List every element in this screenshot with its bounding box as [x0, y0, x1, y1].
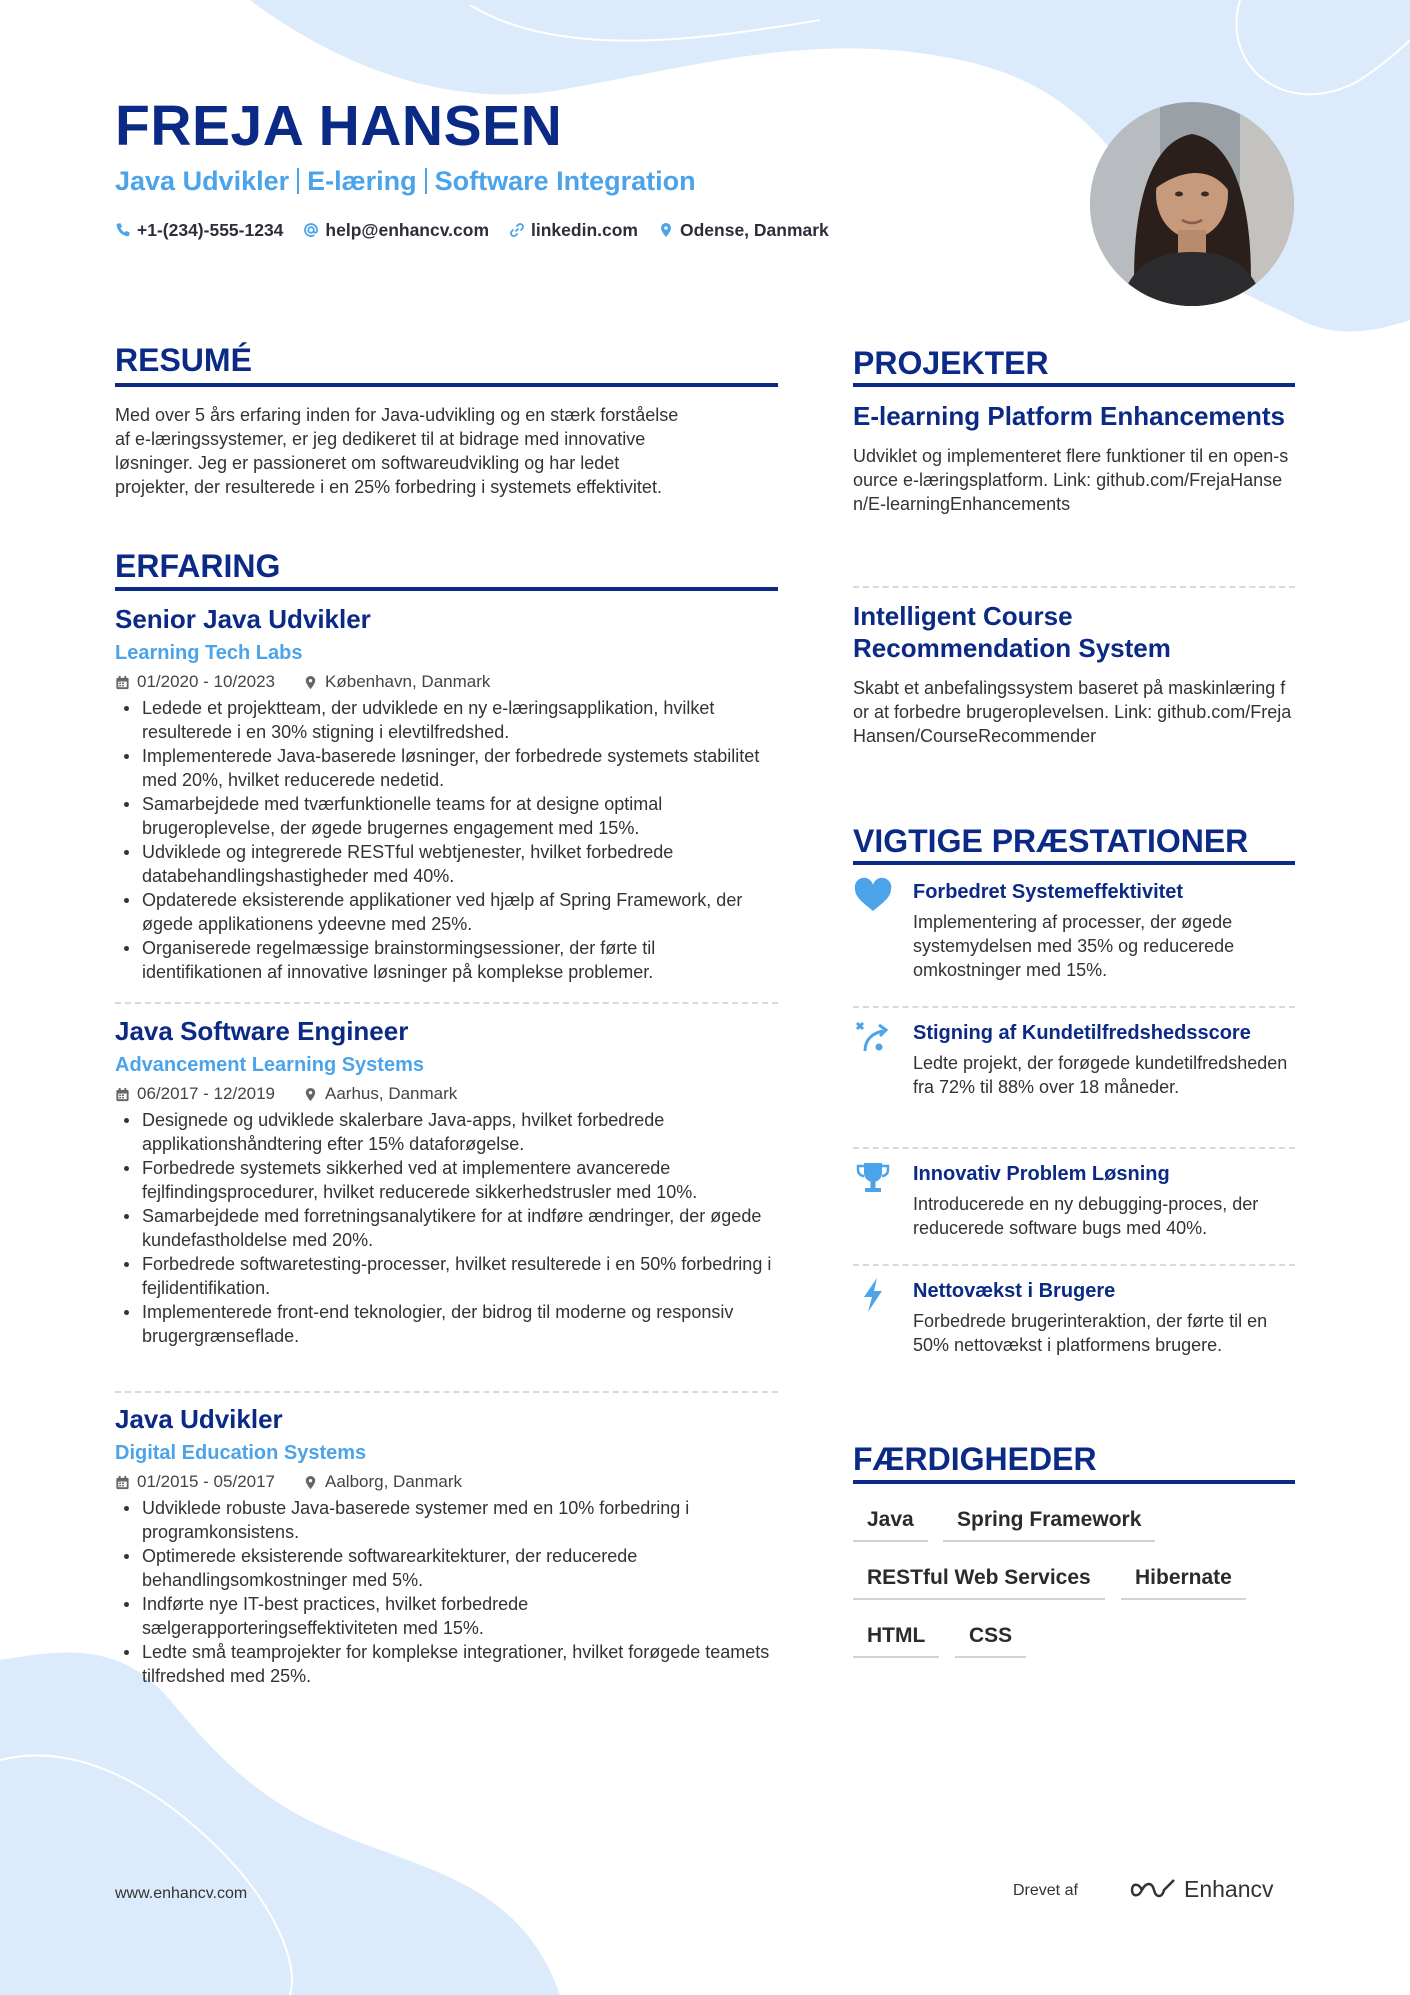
projects-heading: PROJEKTER	[853, 345, 1049, 381]
entry-divider	[853, 586, 1295, 588]
achievement-description: Implementering af processer, der øgede systemydelsen med 35% og reducerede omkostninger med 15%.	[913, 912, 1235, 980]
job-dates	[115, 671, 275, 693]
project-description: Skabt et anbefalingssystem baseret på maskinlæring for at forbedre brugeroplevelsen. Link: github.com/FrejaHansen/CourseRecommender	[853, 678, 1292, 746]
job-bullets	[115, 1496, 778, 1688]
achievement-description: Introducerede en ny debugging-proces, der reducerede software bugs med 40%.	[913, 1194, 1259, 1238]
email-address: help@enhancv.com	[325, 220, 490, 240]
job-bullets	[115, 696, 778, 984]
contact-email[interactable]	[303, 219, 489, 241]
job-location	[303, 1083, 457, 1105]
headline-separator	[297, 168, 299, 194]
heart-icon	[853, 876, 893, 916]
bullet-item: Ledede et projektteam, der udviklede en ny e-læringsapplikation, hvilket resulterede i en 30% stigning i elevtilfredshed.	[115, 696, 778, 744]
job-location	[303, 671, 490, 693]
skill-tag: Hibernate	[1121, 1556, 1246, 1600]
company-name: Advancement Learning Systems	[115, 1054, 424, 1076]
headline-specialty: Software Integration	[434, 166, 696, 196]
bullet-item: Opdaterede eksisterende applikationer ved hjælp af Spring Framework, der øgede applikationens ydeevne med 25%.	[115, 888, 778, 936]
location-text: Aalborg, Danmark	[325, 1472, 463, 1491]
job-title: Java Udvikler	[115, 1404, 283, 1434]
calendar-icon	[115, 1087, 130, 1102]
entry-divider	[853, 1264, 1295, 1266]
location-pin-icon	[303, 1087, 318, 1102]
bullet-item: Samarbejdede med tværfunktionelle teams for at designe optimal brugeroplevelse, der øgede brugernes engagement med 15%.	[115, 792, 778, 840]
enhancv-logo[interactable]	[1130, 1876, 1274, 1903]
location-pin-icon	[303, 1475, 318, 1490]
footer-powered-by: Drevet af	[1013, 1882, 1078, 1899]
experience-entry	[115, 604, 778, 984]
achievement-title: Forbedret Systemeffektivitet	[913, 881, 1184, 903]
calendar-icon	[115, 1475, 130, 1490]
strategy-icon	[853, 1017, 893, 1057]
entry-divider	[115, 1391, 778, 1393]
bullet-item: Udviklede og integrerede RESTful webtjenester, hvilket forbedrede databehandlingshastigheder med 40%.	[115, 840, 778, 888]
experience-heading: ERFARING	[115, 548, 281, 584]
bullet-item: Designede og udviklede skalerbare Java-apps, hvilket forbedrede applikationshåndtering efter 15% dataforøgelse.	[115, 1108, 778, 1156]
achievement-title: Nettovækst i Brugere	[913, 1280, 1116, 1302]
summary-heading: RESUMÉ	[115, 342, 252, 378]
job-title: Java Software Engineer	[115, 1016, 409, 1046]
linkedin-link: linkedin.com	[531, 220, 638, 240]
job-meta	[115, 671, 778, 693]
enhancv-logo-icon	[1130, 1878, 1176, 1902]
skill-tag: RESTful Web Services	[853, 1556, 1105, 1600]
location-text: Aarhus, Danmark	[325, 1084, 458, 1103]
contact-linkedin[interactable]	[509, 219, 638, 241]
location-text: Odense, Danmark	[679, 220, 829, 240]
profile-photo	[1090, 102, 1294, 306]
job-title: Senior Java Udvikler	[115, 604, 371, 634]
projects-rule	[853, 383, 1295, 387]
at-sign-icon	[303, 222, 319, 238]
bullet-item: Optimerede eksisterende softwarearkitekturer, der reducerede behandlingsomkostninger med 5%.	[115, 1544, 778, 1592]
skills-heading: FÆRDIGHEDER	[853, 1441, 1097, 1477]
candidate-name: FREJA HANSEN	[115, 94, 563, 158]
job-meta	[115, 1083, 778, 1105]
contact-phone[interactable]	[115, 219, 283, 241]
job-location	[303, 1471, 462, 1493]
job-meta	[115, 1471, 778, 1493]
link-icon	[509, 222, 525, 238]
phone-number: +1-(234)-555-1234	[137, 220, 284, 240]
summary-line: løsninger. Jeg er passioneret om softwareudvikling og har ledet	[115, 453, 620, 473]
lightning-icon	[853, 1275, 893, 1315]
bullet-item: Udviklede robuste Java-baserede systemer med en 10% forbedring i programkonsistens.	[115, 1496, 778, 1544]
dates-text: 01/2020 - 10/2023	[137, 672, 276, 691]
project-title: E-learning Platform Enhancements	[853, 401, 1285, 431]
enhancv-brand: Enhancv	[1184, 1876, 1274, 1902]
bullet-item: Forbedrede softwaretesting-processer, hvilket resulterede i en 50% forbedring i fejlidentifikation.	[115, 1252, 778, 1300]
entry-divider	[115, 1002, 778, 1004]
bullet-item: Organiserede regelmæssige brainstormingsessioner, der førte til identifikationen af innovative løsninger på komplekse problemer.	[115, 936, 778, 984]
contact-bar	[115, 219, 829, 241]
calendar-icon	[115, 675, 130, 690]
experience-rule	[115, 587, 778, 591]
headline	[115, 168, 696, 195]
skill-tag: Spring Framework	[943, 1498, 1155, 1542]
summary-line: af e-læringssystemer, er jeg dedikeret til at bidrage med innovative	[115, 429, 646, 449]
bullet-item: Implementerede front-end teknologier, der bidrog til moderne og responsiv brugergrænseflade.	[115, 1300, 778, 1348]
achievement-description: Ledte projekt, der forøgede kundetilfredsheden fra 72% til 88% over 18 måneder.	[913, 1053, 1288, 1097]
experience-entry	[115, 1016, 778, 1348]
achievements-heading: VIGTIGE PRÆSTATIONER	[853, 823, 1249, 859]
bullet-item: Implementerede Java-baserede løsninger, der forbedrede systemets stabilitet med 20%, hvilket reducerede nedetid.	[115, 744, 778, 792]
headline-field: E-læring	[307, 166, 417, 196]
experience-entry	[115, 1404, 778, 1688]
summary-line: Med over 5 års erfaring inden for Java-udvikling og en stærk forståelse	[115, 405, 679, 425]
project-entry	[853, 400, 1295, 516]
trophy-icon	[853, 1158, 893, 1198]
project-description: Udviklet og implementeret flere funktioner til en open-source e-læringsplatform. Link: github.com/FrejaHansen/E-learningEnhancements	[853, 446, 1289, 514]
location-pin-icon	[658, 222, 674, 238]
achievement-title: Stigning af Kundetilfredshedsscore	[913, 1022, 1251, 1044]
phone-icon	[115, 222, 131, 238]
bullet-item: Indførte nye IT-best practices, hvilket forbedrede sælgerapporteringseffektiviteten med 15%.	[115, 1592, 778, 1640]
bullet-item: Samarbejdede med forretningsanalytikere for at indføre ændringer, der øgede kundefastholdelse med 20%.	[115, 1204, 778, 1252]
headline-separator	[425, 168, 427, 194]
bullet-item: Ledte små teamprojekter for komplekse integrationer, hvilket forøgede teamets tilfredshed med 25%.	[115, 1640, 778, 1688]
job-dates	[115, 1471, 275, 1493]
achievements-rule	[853, 861, 1295, 865]
skills-rule	[853, 1480, 1295, 1484]
location-pin-icon	[303, 675, 318, 690]
company-name: Learning Tech Labs	[115, 642, 303, 664]
dates-text: 06/2017 - 12/2019	[137, 1084, 276, 1103]
achievement-title: Innovativ Problem Løsning	[913, 1163, 1170, 1185]
job-dates	[115, 1083, 275, 1105]
entry-divider	[853, 1006, 1295, 1008]
footer-website[interactable]: www.enhancv.com	[115, 1885, 248, 1902]
company-name: Digital Education Systems	[115, 1442, 367, 1464]
location-text: København, Danmark	[325, 672, 491, 691]
dates-text: 01/2015 - 05/2017	[137, 1472, 276, 1491]
summary-text	[115, 403, 778, 499]
skill-tag: HTML	[853, 1614, 939, 1658]
skill-tag: CSS	[955, 1614, 1026, 1658]
entry-divider	[853, 1147, 1295, 1149]
headline-role: Java Udvikler	[115, 166, 290, 196]
skill-tag: Java	[853, 1498, 928, 1542]
project-entry	[853, 600, 1295, 748]
summary-rule	[115, 383, 778, 387]
achievement-description: Forbedrede brugerinteraktion, der førte til en 50% nettovækst i platformens brugere.	[913, 1311, 1268, 1355]
bullet-item: Forbedrede systemets sikkerhed ved at implementere avancerede fejlfindingsprocedurer, hvilket reducerede sikkerhedstrusler med 10%.	[115, 1156, 778, 1204]
summary-block	[115, 403, 778, 499]
contact-location	[658, 219, 829, 241]
summary-line: projekter, der resulterede i en 25% forbedring i systemets effektivitet.	[115, 477, 662, 497]
project-title: Intelligent Course Recommendation System	[853, 601, 1171, 663]
job-bullets	[115, 1108, 778, 1348]
